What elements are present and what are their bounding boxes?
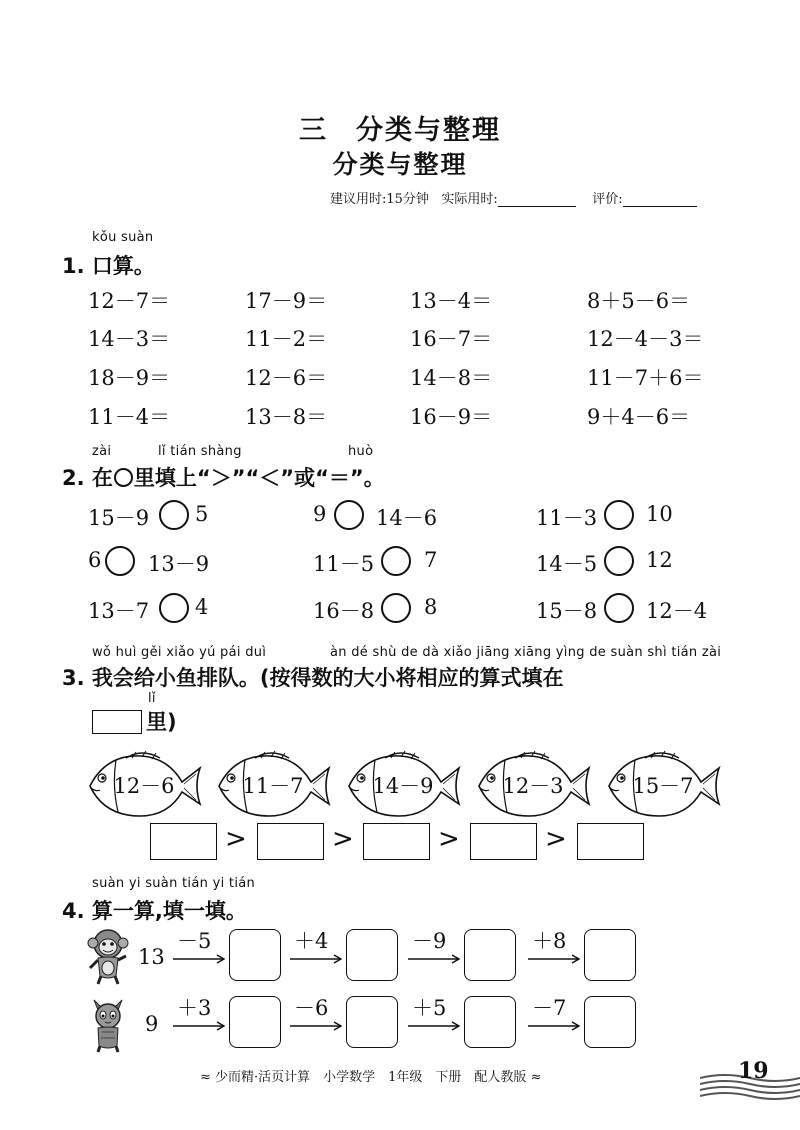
q1-expression: 13－4＝ xyxy=(410,289,493,313)
q2-right-term: 7 xyxy=(424,548,438,572)
q2-circle-icon xyxy=(114,468,133,487)
chain-start-number: 13 xyxy=(138,945,165,969)
q2-right-term: 8 xyxy=(424,595,438,619)
right-arrow-icon xyxy=(408,1020,460,1032)
q4-text: 算一算,填一填。 xyxy=(91,899,247,923)
q2-answer-circle[interactable] xyxy=(604,593,634,623)
fish-expression: 14－9 xyxy=(372,774,434,798)
q2-answer-circle[interactable] xyxy=(604,546,634,576)
q2-answer-circle[interactable] xyxy=(105,546,135,576)
q3-text: 我会给小鱼排队。(按得数的大小将相应的算式填在 xyxy=(91,666,564,690)
right-arrow-icon xyxy=(290,953,342,965)
chain-answer-box[interactable] xyxy=(229,929,281,981)
q2-right-term: 10 xyxy=(646,502,673,526)
q2-left-term: 13－7 xyxy=(88,599,150,623)
q1-expression: 11－4＝ xyxy=(88,405,171,429)
chain-start-number: 9 xyxy=(145,1012,159,1036)
q2-left-term: 15－8 xyxy=(536,599,598,623)
right-arrow-icon xyxy=(173,1020,225,1032)
q1-expression: 12－7＝ xyxy=(88,289,171,313)
unit-title-text: 分类与整理 xyxy=(356,115,501,146)
q2-answer-circle[interactable] xyxy=(381,546,411,576)
q2-text-1: 在 xyxy=(91,466,113,490)
q3-text-2: 里) xyxy=(146,710,177,734)
cat-icon xyxy=(86,994,130,1054)
q2-left-term: 15－9 xyxy=(88,506,150,530)
q1-expression: 12－4－3＝ xyxy=(587,327,704,351)
q2-answer-circle[interactable] xyxy=(159,500,189,530)
right-arrow-icon xyxy=(173,953,225,965)
fish-answer-box[interactable] xyxy=(257,823,324,860)
q1-expression: 13－8＝ xyxy=(245,405,328,429)
q1-expression: 16－9＝ xyxy=(410,405,493,429)
fish-card xyxy=(215,748,333,822)
q1-expression: 16－7＝ xyxy=(410,327,493,351)
q4-heading xyxy=(62,895,247,925)
chain-operation: －9 xyxy=(412,929,447,953)
fish-card xyxy=(86,748,204,822)
q1-expression: 11－2＝ xyxy=(245,327,328,351)
actual-time-label: 实际用时: xyxy=(441,192,498,207)
q2-text-3: “＞”“＜”或“＝”。 xyxy=(196,466,385,490)
q2-right-term: 12 xyxy=(646,548,673,572)
chain-operation: ＋5 xyxy=(412,996,447,1020)
q3-sample-box xyxy=(92,710,142,734)
q2-right-term: 12－4 xyxy=(646,599,708,623)
chain-operation: ＋4 xyxy=(294,929,329,953)
fish-answer-box[interactable] xyxy=(577,823,644,860)
chain-operation: －6 xyxy=(294,996,329,1020)
rating-blank[interactable] xyxy=(623,192,697,207)
chain-answer-box[interactable] xyxy=(464,929,516,981)
q2-left-term: 11－5 xyxy=(313,552,375,576)
greater-than-sign: > xyxy=(225,824,247,854)
fish-answer-box[interactable] xyxy=(150,823,217,860)
q2-heading xyxy=(62,462,385,492)
chain-operation: ＋3 xyxy=(177,996,212,1020)
q2-right-term: 4 xyxy=(195,595,209,619)
unit-title xyxy=(0,108,800,147)
actual-time-blank[interactable] xyxy=(498,192,576,207)
chain-operation: －5 xyxy=(177,929,212,953)
footer-text: 少而精·活页计算 小学数学 1年级 下册 配人教版 xyxy=(215,1070,527,1085)
chain-answer-box[interactable] xyxy=(584,996,636,1048)
right-arrow-icon xyxy=(408,953,460,965)
q2-pinyin-huo: huò xyxy=(348,444,374,459)
q2-number: 2. xyxy=(62,466,85,490)
q3-number: 3. xyxy=(62,666,85,690)
greater-than-sign: > xyxy=(438,824,460,854)
q2-answer-circle[interactable] xyxy=(604,500,634,530)
q3-pinyin-3: lǐ xyxy=(148,691,156,706)
rating-label: 评价: xyxy=(592,192,623,207)
q2-answer-circle[interactable] xyxy=(381,593,411,623)
q1-expression: 14－3＝ xyxy=(88,327,171,351)
right-arrow-icon xyxy=(290,1020,342,1032)
q2-pinyin-zai: zài xyxy=(92,444,112,459)
chain-operation: －7 xyxy=(532,996,567,1020)
q2-right-term: 14－6 xyxy=(376,506,438,530)
q1-expression: 14－8＝ xyxy=(410,366,493,390)
q1-heading xyxy=(62,250,155,280)
q2-left-term: 16－8 xyxy=(313,599,375,623)
timing-line xyxy=(330,188,697,207)
footer: ≈ 少而精·活页计算 小学数学 1年级 下册 配人教版 ≈ xyxy=(200,1070,542,1085)
fish-card xyxy=(605,748,723,822)
fish-expression: 12－6 xyxy=(113,774,175,798)
q3-pinyin-2: àn dé shù de dà xiǎo jiāng xiāng yìng de suàn shì tián zài xyxy=(330,645,722,660)
q1-expression: 17－9＝ xyxy=(245,289,328,313)
q1-expression: 18－9＝ xyxy=(88,366,171,390)
q1-text: 口算。 xyxy=(91,254,155,278)
q2-left-term: 14－5 xyxy=(536,552,598,576)
q2-left-term: 6 xyxy=(88,548,102,572)
q1-expression: 11－7＋6＝ xyxy=(587,366,704,390)
q1-expression: 12－6＝ xyxy=(245,366,328,390)
fish-card xyxy=(345,748,463,822)
q2-answer-circle[interactable] xyxy=(159,593,189,623)
q2-left-term: 9 xyxy=(313,502,327,526)
q2-text-2: 里填上 xyxy=(133,466,197,490)
q2-pinyin-li-tian-shang: lǐ tián shàng xyxy=(158,444,242,459)
q1-pinyin: kǒu suàn xyxy=(92,230,154,245)
q4-pinyin: suàn yi suàn tián yi tián xyxy=(92,876,256,891)
fish-expression: 12－3 xyxy=(502,774,564,798)
q1-expression: 9＋4－6＝ xyxy=(587,405,691,429)
q3-heading xyxy=(62,662,564,692)
chain-answer-box[interactable] xyxy=(346,996,398,1048)
chain-answer-box[interactable] xyxy=(584,929,636,981)
q2-answer-circle[interactable] xyxy=(334,500,364,530)
q1-number: 1. xyxy=(62,254,85,278)
unit-number: 三 xyxy=(299,115,328,146)
monkey-icon xyxy=(84,926,132,986)
q3-pinyin-1: wǒ huì gěi xiǎo yú pái duì xyxy=(92,645,267,660)
fish-card xyxy=(475,748,593,822)
q2-right-term: 5 xyxy=(195,502,209,526)
suggested-time: 建议用时:15分钟 xyxy=(330,192,429,207)
q4-number: 4. xyxy=(62,899,85,923)
greater-than-sign: > xyxy=(332,824,354,854)
fish-answer-box[interactable] xyxy=(363,823,430,860)
fish-expression: 11－7 xyxy=(242,774,304,798)
right-arrow-icon xyxy=(528,1020,580,1032)
lesson-title: 分类与整理 xyxy=(332,150,468,179)
greater-than-sign: > xyxy=(545,824,567,854)
chain-answer-box[interactable] xyxy=(464,996,516,1048)
q2-right-term: 13－9 xyxy=(148,552,210,576)
chain-operation: ＋8 xyxy=(532,929,567,953)
right-arrow-icon xyxy=(528,953,580,965)
page-number: 19 xyxy=(738,1058,769,1084)
q1-expression: 8＋5－6＝ xyxy=(587,289,691,313)
chain-answer-box[interactable] xyxy=(346,929,398,981)
q2-left-term: 11－3 xyxy=(536,506,598,530)
chain-answer-box[interactable] xyxy=(229,996,281,1048)
fish-answer-box[interactable] xyxy=(470,823,537,860)
fish-expression: 15－7 xyxy=(632,774,694,798)
